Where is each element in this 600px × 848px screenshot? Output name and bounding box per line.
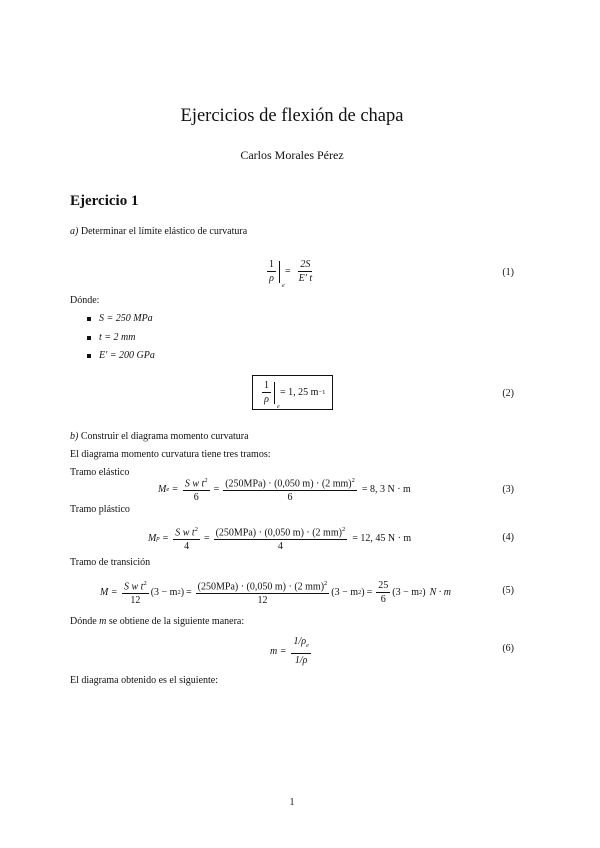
equation-2-boxed: $\frac{1}{\rho}$ e = 1, 25 m −1 — [252, 375, 333, 410]
equation-4: M p = $\frac{S w t^2}{4}$ = $\frac{(250MPa) \cdot (0,050 m) \cdot (2 mm)^2}{4}$ = 12, 45 N · m — [148, 526, 412, 553]
part-b-description: Construir el diagrama momento curvatura — [80, 431, 249, 442]
bullet-item: t = 2 mm — [87, 332, 135, 343]
equation-3-number: (3) — [502, 484, 514, 495]
section-heading: Ejercicio 1 — [70, 193, 139, 209]
part-b-text — [70, 431, 249, 442]
paper-title: Ejercicios de flexión de chapa — [180, 106, 404, 126]
page-number: 1 — [289, 797, 295, 808]
part-a-text — [70, 226, 247, 237]
tramo-transicion-label: Tramo de transición — [70, 557, 151, 568]
bullet-item: E′ = 200 GPa — [87, 350, 155, 361]
m-definition-text: Dónde m se obtiene de la siguiente manera: — [70, 616, 245, 627]
part-a-description: Determinar el límite elástico de curvatura — [80, 226, 248, 237]
tramo-elastico-label: Tramo elástico — [70, 467, 130, 478]
equation-6-number: (6) — [502, 643, 514, 654]
equation-1-number: (1) — [502, 267, 514, 278]
equation-5-number: (5) — [502, 585, 514, 596]
equation-6: m = $\frac{1/\rho_e}{1/\rho}$ — [270, 636, 309, 666]
donde-label: Dónde: — [70, 295, 100, 306]
bullet-item: S = 250 MPa — [87, 313, 153, 324]
author: Carlos Morales Pérez — [240, 148, 344, 162]
part-b-label: b) — [70, 431, 79, 442]
intro-b: El diagrama momento curvatura tiene tres tramos: — [70, 449, 271, 460]
equation-2-number: (2) — [502, 388, 514, 399]
closing-text: El diagrama obtenido es el siguiente: — [70, 675, 219, 686]
equation-5: M = $\frac{S w t^2}{12}$ (3 − m 2 ) = $\frac{(250MPa) \cdot (0,050 m) \cdot (2 mm)^2}{12}$ (3 − m 2 ) = $\frac{25}{6}$ (3 − m 2 ) N · m — [100, 579, 452, 607]
equation-4-number: (4) — [502, 532, 514, 543]
equation-1: $\frac{1}{\rho}$ e = $\frac{2S}{E' t}$ — [269, 259, 313, 289]
equation-3: M e = $\frac{S w t^2}{6}$ = $\frac{(250MPa) \cdot (0,050 m) \cdot (2 mm)^2}{6}$ = 8, 3 N · m — [158, 477, 411, 504]
part-a-label: a) — [70, 226, 79, 237]
tramo-plastico-label: Tramo plástico — [70, 504, 130, 515]
